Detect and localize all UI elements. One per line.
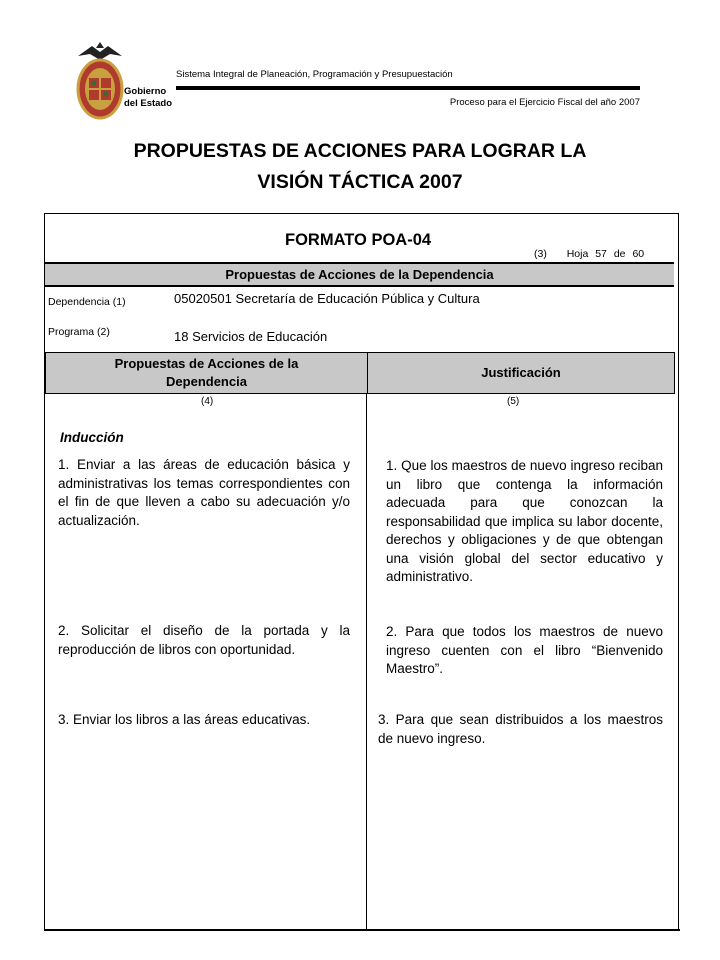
header-divider xyxy=(176,86,640,90)
title-line-1: PROPUESTAS DE ACCIONES PARA LOGRAR LA xyxy=(133,140,587,162)
page-title xyxy=(60,136,660,198)
column-divider xyxy=(366,394,367,929)
column-header-actions xyxy=(45,352,368,394)
page-of: de xyxy=(613,248,626,260)
form-name: FORMATO POA-04 xyxy=(285,231,432,249)
action-1: 1. Enviar a las áreas de educación básica y administrativas los temas correspondientes con el fin de que lleven a cabo su adecuación y/o actualización. xyxy=(58,457,350,528)
state-coat-of-arms-icon xyxy=(74,42,126,120)
org-line-1: Gobierno xyxy=(124,86,167,97)
justification-2: 2. Para que todos los maestros de nuevo ingreso cuenten con el libro “Bienvenido Maestro”. xyxy=(386,624,663,676)
action-2: 2. Solicitar el diseño de la portada y la reproducción de libros con oportunidad. xyxy=(58,623,350,657)
programa-label: Programa (2) xyxy=(48,326,110,338)
page-total: 60 xyxy=(632,248,645,260)
section-title-bar: Propuestas de Acciones de la Dependencia xyxy=(45,262,674,287)
dependencia-value: 05020501 Secretaría de Educación Pública y Cultura xyxy=(174,291,480,306)
col1-header-line-1: Propuestas de Acciones de la xyxy=(114,356,299,371)
org-name xyxy=(124,86,172,110)
org-line-2: del Estado xyxy=(124,98,173,109)
subheading-induccion: Inducción xyxy=(60,430,124,445)
col1-header-line-2: Dependencia xyxy=(166,374,247,389)
ref-number: (3) xyxy=(534,248,547,260)
justification-3: 3. Para que sean distribuidos a los maestros de nuevo ingreso. xyxy=(378,712,663,746)
dependencia-label: Dependencia (1) xyxy=(48,296,126,308)
page-label: Hoja xyxy=(566,248,589,260)
process-year: Proceso para el Ejercicio Fiscal del año 2007 xyxy=(449,97,640,108)
action-3: 3. Enviar los libros a las áreas educativas. xyxy=(58,712,311,727)
form-bottom-border xyxy=(44,929,680,931)
page-current: 57 xyxy=(595,248,607,260)
column-header-justification: Justificación xyxy=(367,352,675,394)
programa-value: 18 Servicios de Educación xyxy=(174,329,328,344)
justification-1: 1. Que los maestros de nuevo ingreso reciban un libro que contenga la información adecuada para que conozcan la responsabilidad que implica su labor docente, derechos y obligaciones y de que obtengan una visión global del sector educativo y administrativo. xyxy=(386,458,663,584)
col2-number: (5) xyxy=(507,396,520,407)
col1-number: (4) xyxy=(201,396,214,407)
page-indicator xyxy=(534,248,644,260)
title-line-2: VISIÓN TÁCTICA 2007 xyxy=(257,171,463,193)
system-name: Sistema Integral de Planeación, Programación y Presupuestación xyxy=(176,69,453,80)
